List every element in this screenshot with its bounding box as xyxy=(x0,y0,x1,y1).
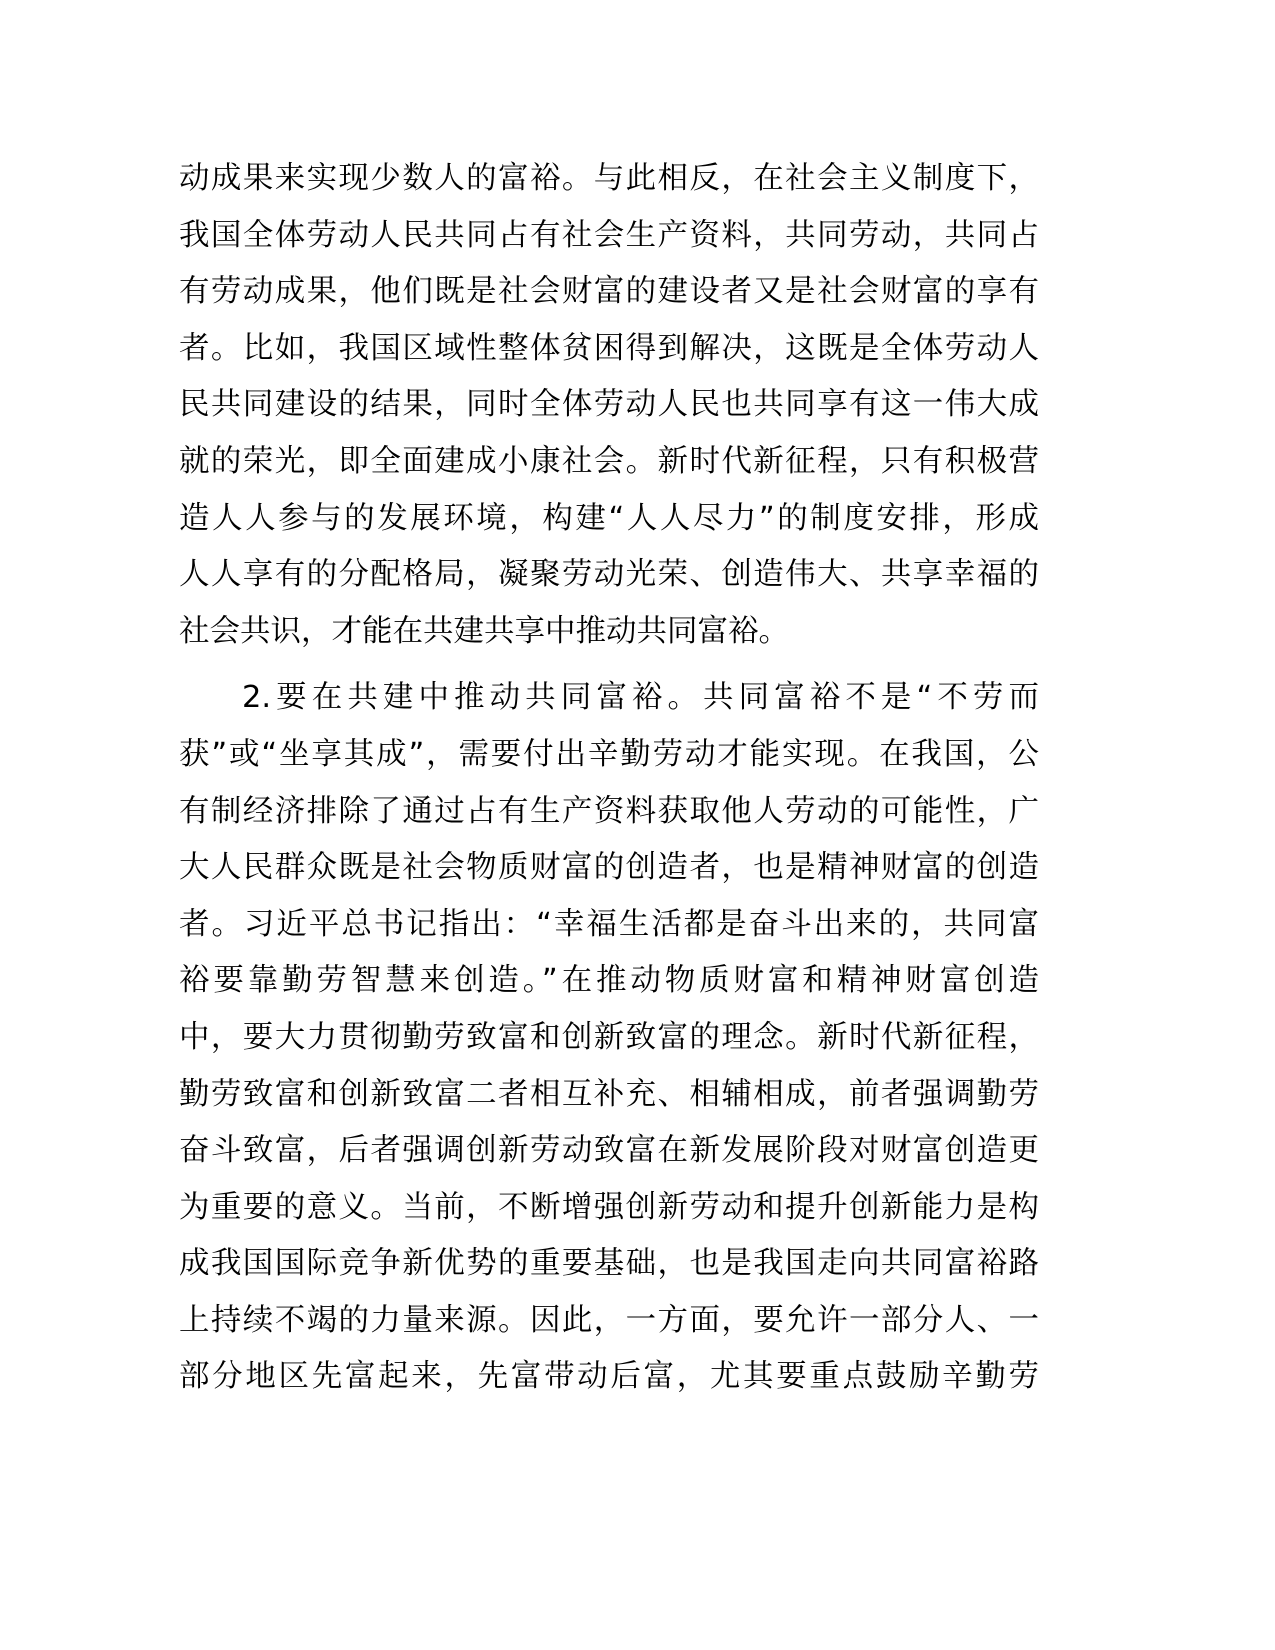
text-line: 部分地区先富起来，先富带动后富，尤其要重点鼓励辛勤劳 xyxy=(179,1359,1039,1395)
text-line: 社会共识，才能在共建共享中推动共同富裕。 xyxy=(179,613,789,649)
text-line: 民共同建设的结果，同时全体劳动人民也共同享有这一伟大成 xyxy=(179,387,1039,423)
paragraph xyxy=(179,151,1039,660)
text-line: 我国全体劳动人民共同占有社会生产资料，共同劳动，共同占 xyxy=(179,217,1039,253)
text-line: 有劳动成果，他们既是社会财富的建设者又是社会财富的享有 xyxy=(179,274,1039,310)
text-line: 人人享有的分配格局，凝聚劳动光荣、创造伟大、共享幸福的 xyxy=(179,557,1039,593)
text-line: 就的荣光，即全面建成小康社会。新时代新征程，只有积极营 xyxy=(179,443,1039,479)
text-line: 中，要大力贯彻勤劳致富和创新致富的理念。新时代新征程， xyxy=(179,1019,1039,1055)
text-line: 成我国国际竞争新优势的重要基础，也是我国走向共同富裕路 xyxy=(179,1246,1039,1282)
text-line: 为重要的意义。当前，不断增强创新劳动和提升创新能力是构 xyxy=(179,1189,1039,1225)
text-line: 造人人参与的发展环境，构建“人人尽力”的制度安排，形成 xyxy=(179,500,1039,536)
text-line: 动成果来实现少数人的富裕。与此相反，在社会主义制度下， xyxy=(179,161,1039,196)
body-text xyxy=(179,151,1039,1406)
text-line: 上持续不竭的力量来源。因此，一方面，要允许一部分人、一 xyxy=(179,1302,1039,1338)
text-line: 裕要靠勤劳智慧来创造。”在推动物质财富和精神财富创造 xyxy=(179,963,1039,999)
text-line: 者。习近平总书记指出：“幸福生活都是奋斗出来的，共同富 xyxy=(179,906,1039,942)
text-line: 奋斗致富，后者强调创新劳动致富在新发展阶段对财富创造更 xyxy=(179,1133,1039,1169)
text-line: 者。比如，我国区域性整体贫困得到解决，这既是全体劳动人 xyxy=(179,330,1039,366)
paragraph-gap xyxy=(179,660,1039,670)
text-line: 有制经济排除了通过占有生产资料获取他人劳动的可能性，广 xyxy=(179,793,1039,829)
text-line: 2.要在共建中推动共同富裕。共同富裕不是“不劳而 xyxy=(242,680,1039,716)
text-line: 获”或“坐享其成”，需要付出辛勤劳动才能实现。在我国，公 xyxy=(179,736,1039,772)
paragraph xyxy=(179,670,1039,1406)
text-line: 勤劳致富和创新致富二者相互补充、相辅相成，前者强调勤劳 xyxy=(179,1076,1039,1112)
text-line: 大人民群众既是社会物质财富的创造者，也是精神财富的创造 xyxy=(179,850,1039,886)
